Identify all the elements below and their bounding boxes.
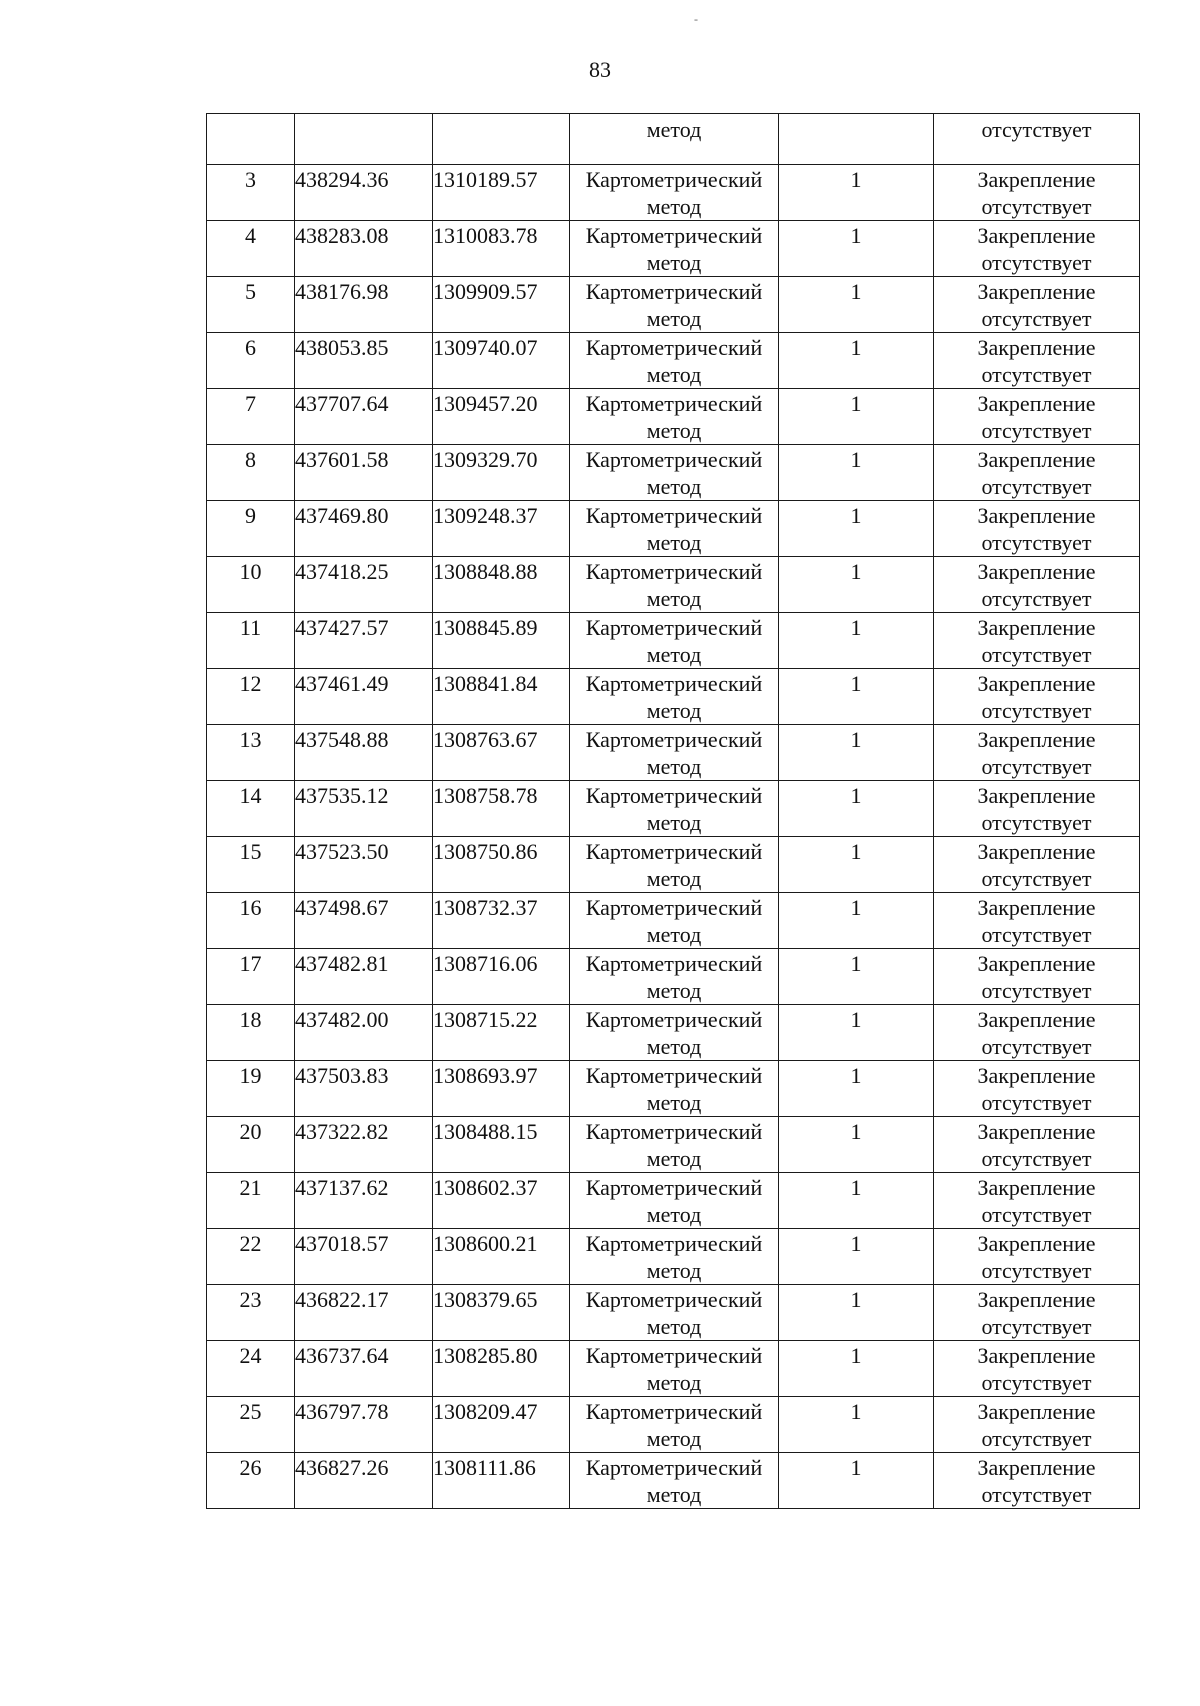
error-cell: 1 <box>779 1117 934 1173</box>
method-cell: Картометрический метод <box>570 165 779 221</box>
y-coordinate-cell: 1309457.20 <box>433 389 570 445</box>
x-coordinate-cell: 436822.17 <box>295 1285 433 1341</box>
point-number-cell: 19 <box>207 1061 295 1117</box>
table-row <box>207 333 1140 389</box>
y-coordinate-cell: 1310189.57 <box>433 165 570 221</box>
y-coordinate-cell: 1310083.78 <box>433 221 570 277</box>
error-cell: 1 <box>779 669 934 725</box>
x-coordinate-cell: 438053.85 <box>295 333 433 389</box>
point-number-cell: 5 <box>207 277 295 333</box>
error-cell: 1 <box>779 837 934 893</box>
table-row <box>207 445 1140 501</box>
y-coordinate-cell: 1308715.22 <box>433 1005 570 1061</box>
table-row <box>207 781 1140 837</box>
table-row <box>207 1005 1140 1061</box>
method-cell: Картометрический метод <box>570 781 779 837</box>
x-coordinate-cell: 437535.12 <box>295 781 433 837</box>
error-cell <box>779 114 934 165</box>
table-row <box>207 389 1140 445</box>
table-row <box>207 557 1140 613</box>
error-cell: 1 <box>779 1229 934 1285</box>
y-coordinate-cell: 1308600.21 <box>433 1229 570 1285</box>
x-coordinate-cell: 436737.64 <box>295 1341 433 1397</box>
fixing-cell: Закрепление отсутствует <box>934 613 1140 669</box>
method-cell: Картометрический метод <box>570 445 779 501</box>
fixing-cell: Закрепление отсутствует <box>934 501 1140 557</box>
y-coordinate-cell: 1308732.37 <box>433 893 570 949</box>
x-coordinate-cell: 437523.50 <box>295 837 433 893</box>
table-row <box>207 725 1140 781</box>
y-coordinate-cell: 1308716.06 <box>433 949 570 1005</box>
fixing-cell: Закрепление отсутствует <box>934 1173 1140 1229</box>
error-cell: 1 <box>779 333 934 389</box>
method-cell: метод <box>570 114 779 165</box>
method-cell: Картометрический метод <box>570 501 779 557</box>
point-number-cell: 8 <box>207 445 295 501</box>
error-cell: 1 <box>779 389 934 445</box>
x-coordinate-cell: 438283.08 <box>295 221 433 277</box>
table-row <box>207 1117 1140 1173</box>
method-cell: Картометрический метод <box>570 221 779 277</box>
method-cell: Картометрический метод <box>570 1229 779 1285</box>
method-cell: Картометрический метод <box>570 333 779 389</box>
error-cell: 1 <box>779 781 934 837</box>
error-cell: 1 <box>779 1285 934 1341</box>
fixing-cell: Закрепление отсутствует <box>934 725 1140 781</box>
point-number-cell: 23 <box>207 1285 295 1341</box>
y-coordinate-cell: 1309740.07 <box>433 333 570 389</box>
point-number-cell: 26 <box>207 1453 295 1509</box>
y-coordinate-cell: 1308758.78 <box>433 781 570 837</box>
fixing-cell: Закрепление отсутствует <box>934 1453 1140 1509</box>
method-cell: Картометрический метод <box>570 949 779 1005</box>
method-cell: Картометрический метод <box>570 1285 779 1341</box>
error-cell: 1 <box>779 949 934 1005</box>
point-number-cell: 17 <box>207 949 295 1005</box>
x-coordinate-cell: 436827.26 <box>295 1453 433 1509</box>
table-row <box>207 613 1140 669</box>
x-coordinate-cell: 437322.82 <box>295 1117 433 1173</box>
table-row <box>207 669 1140 725</box>
point-number-cell: 24 <box>207 1341 295 1397</box>
y-coordinate-cell: 1309909.57 <box>433 277 570 333</box>
error-cell: 1 <box>779 165 934 221</box>
y-coordinate-cell: 1309248.37 <box>433 501 570 557</box>
y-coordinate-cell: 1308693.97 <box>433 1061 570 1117</box>
error-cell: 1 <box>779 501 934 557</box>
x-coordinate-cell: 437482.81 <box>295 949 433 1005</box>
error-cell: 1 <box>779 221 934 277</box>
fixing-cell: Закрепление отсутствует <box>934 837 1140 893</box>
table-row-continued <box>207 114 1140 165</box>
point-number-cell: 14 <box>207 781 295 837</box>
x-coordinate-cell: 437018.57 <box>295 1229 433 1285</box>
y-coordinate-cell: 1309329.70 <box>433 445 570 501</box>
x-coordinate-cell: 437503.83 <box>295 1061 433 1117</box>
error-cell: 1 <box>779 893 934 949</box>
point-number-cell: 18 <box>207 1005 295 1061</box>
method-cell: Картометрический метод <box>570 1397 779 1453</box>
point-number-cell: 7 <box>207 389 295 445</box>
fixing-cell: Закрепление отсутствует <box>934 949 1140 1005</box>
error-cell: 1 <box>779 1005 934 1061</box>
error-cell: 1 <box>779 277 934 333</box>
method-cell: Картометрический метод <box>570 1453 779 1509</box>
fixing-cell: Закрепление отсутствует <box>934 1061 1140 1117</box>
table-row <box>207 1285 1140 1341</box>
x-coordinate-cell: 438294.36 <box>295 165 433 221</box>
table-row <box>207 501 1140 557</box>
fixing-cell: Закрепление отсутствует <box>934 165 1140 221</box>
fixing-cell: Закрепление отсутствует <box>934 1005 1140 1061</box>
fixing-cell: Закрепление отсутствует <box>934 1229 1140 1285</box>
table-row <box>207 1229 1140 1285</box>
point-number-cell: 3 <box>207 165 295 221</box>
point-number-cell: 22 <box>207 1229 295 1285</box>
fixing-cell: Закрепление отсутствует <box>934 221 1140 277</box>
table-row <box>207 837 1140 893</box>
y-coordinate-cell: 1308845.89 <box>433 613 570 669</box>
x-coordinate-cell: 437498.67 <box>295 893 433 949</box>
y-coordinate-cell: 1308750.86 <box>433 837 570 893</box>
y-coordinate-cell: 1308848.88 <box>433 557 570 613</box>
method-cell: Картометрический метод <box>570 893 779 949</box>
x-coordinate-cell: 438176.98 <box>295 277 433 333</box>
x-coordinate-cell: 437427.57 <box>295 613 433 669</box>
table-row <box>207 893 1140 949</box>
x-coordinate-cell: 437418.25 <box>295 557 433 613</box>
table-row <box>207 1173 1140 1229</box>
fixing-cell: Закрепление отсутствует <box>934 389 1140 445</box>
error-cell: 1 <box>779 1453 934 1509</box>
y-coordinate-cell: 1308209.47 <box>433 1397 570 1453</box>
fixing-cell: Закрепление отсутствует <box>934 557 1140 613</box>
y-coordinate-cell: 1308285.80 <box>433 1341 570 1397</box>
y-coordinate-cell <box>433 114 570 165</box>
method-cell: Картометрический метод <box>570 389 779 445</box>
x-coordinate-cell: 437469.80 <box>295 501 433 557</box>
point-number-cell: 25 <box>207 1397 295 1453</box>
error-cell: 1 <box>779 445 934 501</box>
point-number-cell: 13 <box>207 725 295 781</box>
x-coordinate-cell <box>295 114 433 165</box>
fixing-cell: Закрепление отсутствует <box>934 1341 1140 1397</box>
fixing-cell: Закрепление отсутствует <box>934 445 1140 501</box>
table-row <box>207 949 1140 1005</box>
table-row <box>207 1061 1140 1117</box>
y-coordinate-cell: 1308763.67 <box>433 725 570 781</box>
error-cell: 1 <box>779 1397 934 1453</box>
table-row <box>207 165 1140 221</box>
table-row <box>207 1397 1140 1453</box>
y-coordinate-cell: 1308111.86 <box>433 1453 570 1509</box>
point-number-cell <box>207 114 295 165</box>
method-cell: Картометрический метод <box>570 1341 779 1397</box>
top-mark: - <box>694 12 698 26</box>
x-coordinate-cell: 437601.58 <box>295 445 433 501</box>
table-body <box>207 114 1140 1509</box>
table-row <box>207 1453 1140 1509</box>
fixing-cell: Закрепление отсутствует <box>934 1117 1140 1173</box>
point-number-cell: 20 <box>207 1117 295 1173</box>
error-cell: 1 <box>779 613 934 669</box>
point-number-cell: 16 <box>207 893 295 949</box>
x-coordinate-cell: 437482.00 <box>295 1005 433 1061</box>
point-number-cell: 12 <box>207 669 295 725</box>
error-cell: 1 <box>779 1061 934 1117</box>
point-number-cell: 11 <box>207 613 295 669</box>
error-cell: 1 <box>779 725 934 781</box>
fixing-cell: Закрепление отсутствует <box>934 1285 1140 1341</box>
method-cell: Картометрический метод <box>570 1005 779 1061</box>
error-cell: 1 <box>779 1341 934 1397</box>
coordinates-table <box>206 113 1140 1509</box>
x-coordinate-cell: 437461.49 <box>295 669 433 725</box>
fixing-cell: Закрепление отсутствует <box>934 781 1140 837</box>
y-coordinate-cell: 1308488.15 <box>433 1117 570 1173</box>
fixing-cell: Закрепление отсутствует <box>934 669 1140 725</box>
method-cell: Картометрический метод <box>570 1117 779 1173</box>
x-coordinate-cell: 437137.62 <box>295 1173 433 1229</box>
point-number-cell: 15 <box>207 837 295 893</box>
fixing-cell: Закрепление отсутствует <box>934 1397 1140 1453</box>
fixing-cell: Закрепление отсутствует <box>934 333 1140 389</box>
error-cell: 1 <box>779 1173 934 1229</box>
point-number-cell: 10 <box>207 557 295 613</box>
x-coordinate-cell: 437707.64 <box>295 389 433 445</box>
y-coordinate-cell: 1308841.84 <box>433 669 570 725</box>
method-cell: Картометрический метод <box>570 837 779 893</box>
y-coordinate-cell: 1308379.65 <box>433 1285 570 1341</box>
x-coordinate-cell: 437548.88 <box>295 725 433 781</box>
method-cell: Картометрический метод <box>570 1173 779 1229</box>
fixing-cell: Закрепление отсутствует <box>934 277 1140 333</box>
point-number-cell: 9 <box>207 501 295 557</box>
method-cell: Картометрический метод <box>570 557 779 613</box>
table-row <box>207 1341 1140 1397</box>
x-coordinate-cell: 436797.78 <box>295 1397 433 1453</box>
fixing-cell: Закрепление отсутствует <box>934 893 1140 949</box>
method-cell: Картометрический метод <box>570 669 779 725</box>
point-number-cell: 6 <box>207 333 295 389</box>
table-row <box>207 277 1140 333</box>
method-cell: Картометрический метод <box>570 613 779 669</box>
method-cell: Картометрический метод <box>570 277 779 333</box>
method-cell: Картометрический метод <box>570 1061 779 1117</box>
y-coordinate-cell: 1308602.37 <box>433 1173 570 1229</box>
fixing-cell: отсутствует <box>934 114 1140 165</box>
page-number: 83 <box>589 57 611 82</box>
point-number-cell: 4 <box>207 221 295 277</box>
error-cell: 1 <box>779 557 934 613</box>
point-number-cell: 21 <box>207 1173 295 1229</box>
table-row <box>207 221 1140 277</box>
method-cell: Картометрический метод <box>570 725 779 781</box>
